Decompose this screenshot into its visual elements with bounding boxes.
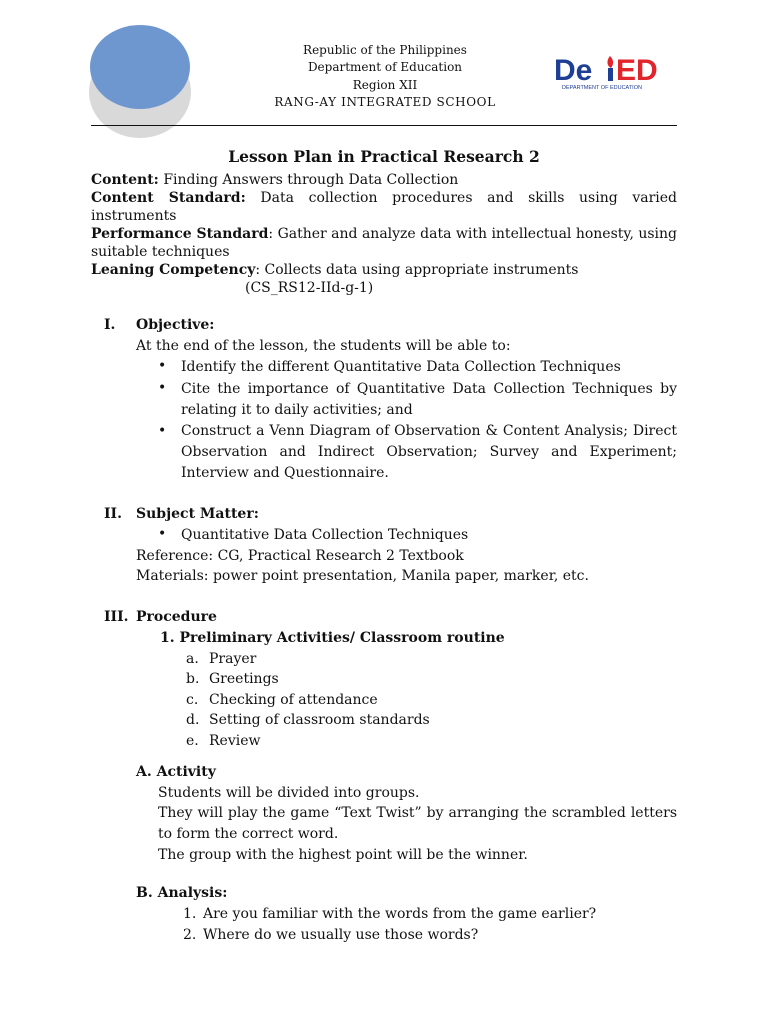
competency-label: Leaning Competency <box>91 262 256 278</box>
bullet-icon: • <box>158 526 167 542</box>
routine-item: Checking of attendance <box>209 692 378 708</box>
bullet-icon: • <box>158 423 167 439</box>
school-seal-logo <box>88 22 194 140</box>
subject-materials: Materials: power point presentation, Manila paper, marker, etc. <box>136 568 589 584</box>
content-standard-line <box>91 189 677 225</box>
performance-standard-label: Performance Standard <box>91 226 269 242</box>
content-value: Finding Answers through Data Collection <box>163 172 459 188</box>
objective-item-2: Cite the importance of Quantitative Data Collection Techniques by relating it to daily activities; and <box>181 381 677 418</box>
section-3-title: Procedure <box>136 609 217 625</box>
section-2-title: Subject Matter: <box>136 506 259 522</box>
routine-item: Setting of classroom standards <box>209 712 430 728</box>
routine-marker: d. <box>186 712 200 728</box>
objective-intro: At the end of the lesson, the students will be able to: <box>136 338 511 354</box>
analysis-number: 2. <box>183 927 197 943</box>
activity-line-2: They will play the game “Text Twist” by arranging the scrambled letters to form the correct word. <box>158 805 677 842</box>
deped-logo <box>552 48 686 94</box>
competency-line <box>91 261 677 279</box>
routine-marker: e. <box>186 733 199 749</box>
subject-reference: Reference: CG, Practical Research 2 Textbook <box>136 548 464 564</box>
activity-line-1: Students will be divided into groups. <box>158 785 420 801</box>
analysis-question-2: Where do we usually use those words? <box>203 927 479 943</box>
header-school: RANG-AY INTEGRATED SCHOOL <box>274 95 496 109</box>
header-republic: Republic of the Philippines <box>303 43 467 57</box>
content-standard-label: Content Standard: <box>91 190 246 206</box>
header-region: Region XII <box>352 78 418 92</box>
performance-standard-value: : Gather and analyze data with intellectual honesty, using suitable techniques <box>91 226 678 260</box>
header-department: Department of Education <box>307 60 463 74</box>
performance-standard-line <box>91 225 677 261</box>
objective-item-1: Identify the different Quantitative Data Collection Techniques <box>181 359 621 375</box>
routine-marker: b. <box>186 671 200 687</box>
routine-item: Review <box>209 733 261 749</box>
analysis-heading: B. Analysis: <box>136 885 228 901</box>
objective-item-3: Construct a Venn Diagram of Observation & Content Analysis; Direct Observation and Indirect Observation; Survey and Experiment; Interview and Questionnaire. <box>181 423 677 481</box>
content-label: Content: <box>91 172 159 188</box>
content-standard-value: Data collection procedures and skills using varied instruments <box>91 190 678 224</box>
routine-item: Greetings <box>209 671 279 687</box>
header-divider <box>91 125 677 126</box>
section-3-number: III. <box>104 609 129 625</box>
bullet-icon: • <box>158 358 167 374</box>
page-title: Lesson Plan in Practical Research 2 <box>228 147 540 166</box>
bullet-icon: • <box>158 380 167 396</box>
analysis-number: 1. <box>183 906 197 922</box>
routine-item: Prayer <box>209 651 257 667</box>
section-2-number: II. <box>104 506 122 522</box>
activity-heading: A. Activity <box>136 764 216 780</box>
subject-matter-item: Quantitative Data Collection Techniques <box>181 527 469 543</box>
deped-logo-subtext: DEPARTMENT OF EDUCATION <box>562 85 642 91</box>
routine-marker: c. <box>186 692 199 708</box>
competency-code: (CS_RS12-IId-g-1) <box>245 280 374 296</box>
content-line <box>91 171 677 189</box>
routine-marker: a. <box>186 651 199 667</box>
preliminary-activities-heading: 1. Preliminary Activities/ Classroom routine <box>160 630 505 646</box>
competency-value: : Collects data using appropriate instruments <box>255 262 579 278</box>
section-1-number: I. <box>104 317 116 333</box>
svg-text:ED: ED <box>616 54 658 87</box>
activity-line-3: The group with the highest point will be the winner. <box>158 847 528 863</box>
section-1-title: Objective: <box>136 317 215 333</box>
svg-text:De: De <box>554 54 593 87</box>
analysis-question-1: Are you familiar with the words from the game earlier? <box>203 906 597 922</box>
